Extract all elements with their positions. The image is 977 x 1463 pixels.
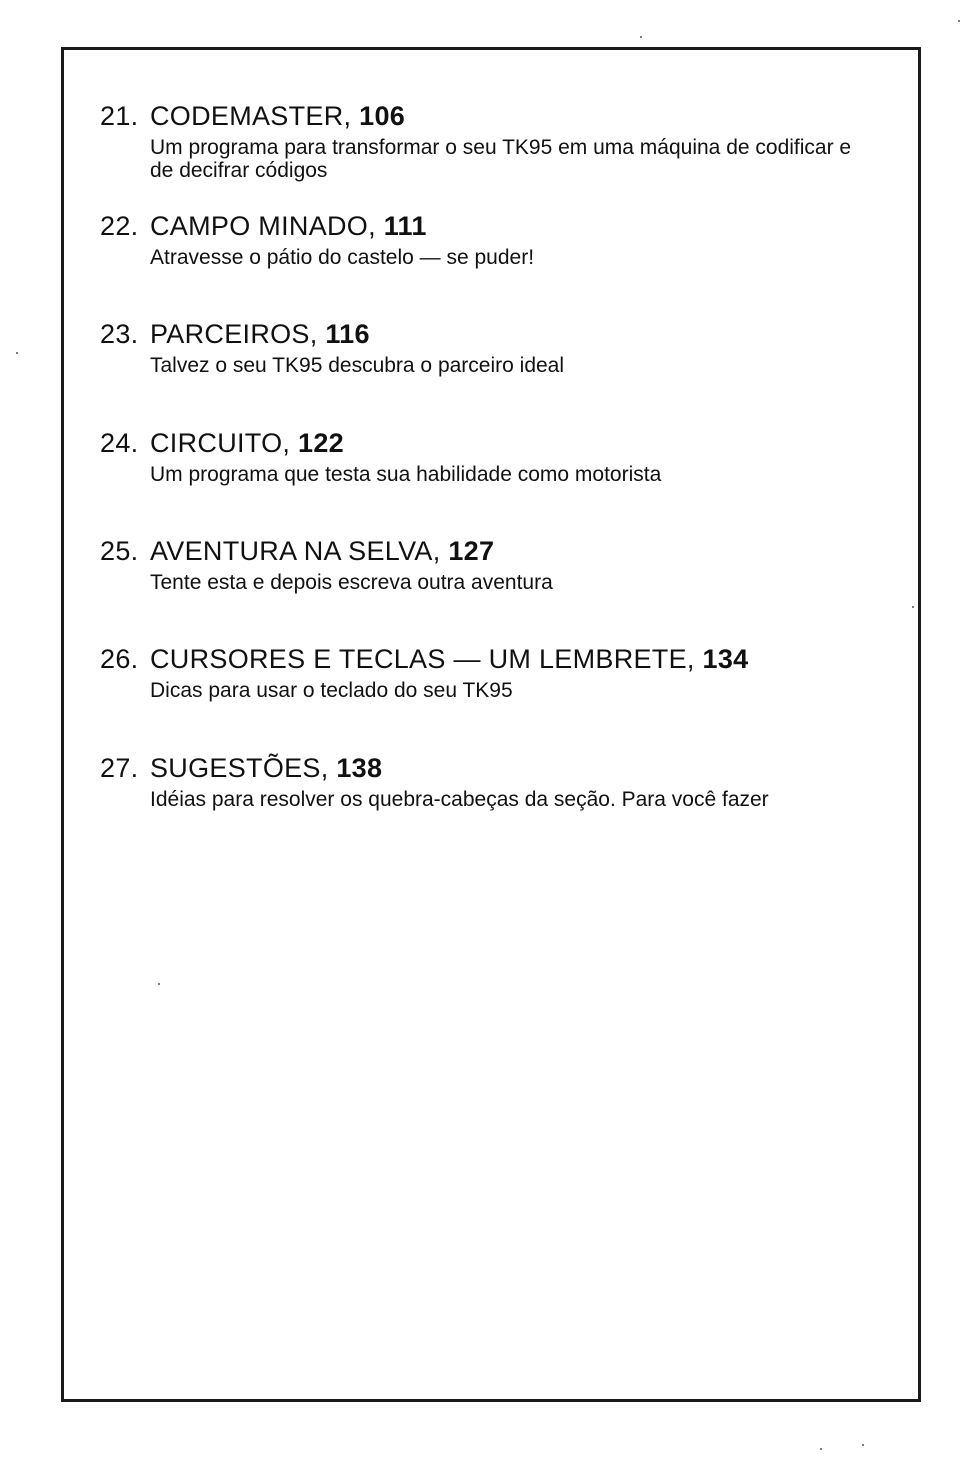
entry-heading [100,427,880,459]
entry-title: PARCEIROS, [150,319,318,349]
entry-number: 25. [100,536,139,566]
entry-title: SUGESTÕES, [150,753,329,783]
entry-page-number: 106 [359,101,406,131]
entry-number: 22. [100,211,139,241]
entry-description: Tente esta e depois escreva outra aventura [150,571,553,594]
entry-description: Idéias para resolver os quebra-cabeças da seção. Para você fazer [150,788,769,811]
entry-title: CODEMASTER, [150,101,352,131]
entry-number: 24. [100,428,139,458]
toc-entry-23 [100,318,880,377]
entry-heading [100,318,880,350]
entry-heading [100,752,880,784]
entry-title: AVENTURA NA SELVA, [150,536,441,566]
entry-description: Um programa que testa sua habilidade como motorista [150,463,662,486]
scan-speck [862,1444,864,1446]
entry-heading [100,210,880,242]
scan-speck [158,983,160,985]
toc-entry-24 [100,427,880,486]
entry-description: Um programa para transformar o seu TK95 em uma máquina de codificar e de decifrar códigos [150,136,852,182]
entry-heading [100,100,880,132]
entry-number: 23. [100,319,139,349]
entry-page-number: 134 [702,644,749,674]
entry-title: CURSORES E TECLAS — UM LEMBRETE, [150,644,695,674]
scan-speck [912,606,914,608]
entry-number: 21. [100,101,139,131]
entry-page-number: 111 [383,211,427,241]
scan-speck [16,352,18,354]
toc-entry-25 [100,535,880,594]
entry-number: 27. [100,753,139,783]
entry-heading [100,643,880,675]
entry-page-number: 122 [298,428,344,458]
toc-entry-26 [100,643,880,702]
entry-title: CIRCUITO, [150,428,291,458]
entry-page-number: 138 [336,753,383,783]
toc-entry-27 [100,752,880,811]
entry-description: Talvez o seu TK95 descubra o parceiro ideal [150,354,565,377]
entry-title: CAMPO MINADO, [150,211,376,241]
entry-heading [100,535,880,567]
entry-page-number: 127 [448,536,495,566]
toc-entry-21 [100,100,880,182]
entry-page-number: 116 [325,319,370,349]
toc-entry-22 [100,210,880,269]
entry-description: Atravesse o pátio do castelo — se puder! [150,246,535,269]
entry-description: Dicas para usar o teclado do seu TK95 [150,679,513,702]
scan-speck [820,1448,822,1450]
scan-speck [640,36,642,38]
entry-number: 26. [100,644,139,674]
scan-speck [958,20,960,22]
